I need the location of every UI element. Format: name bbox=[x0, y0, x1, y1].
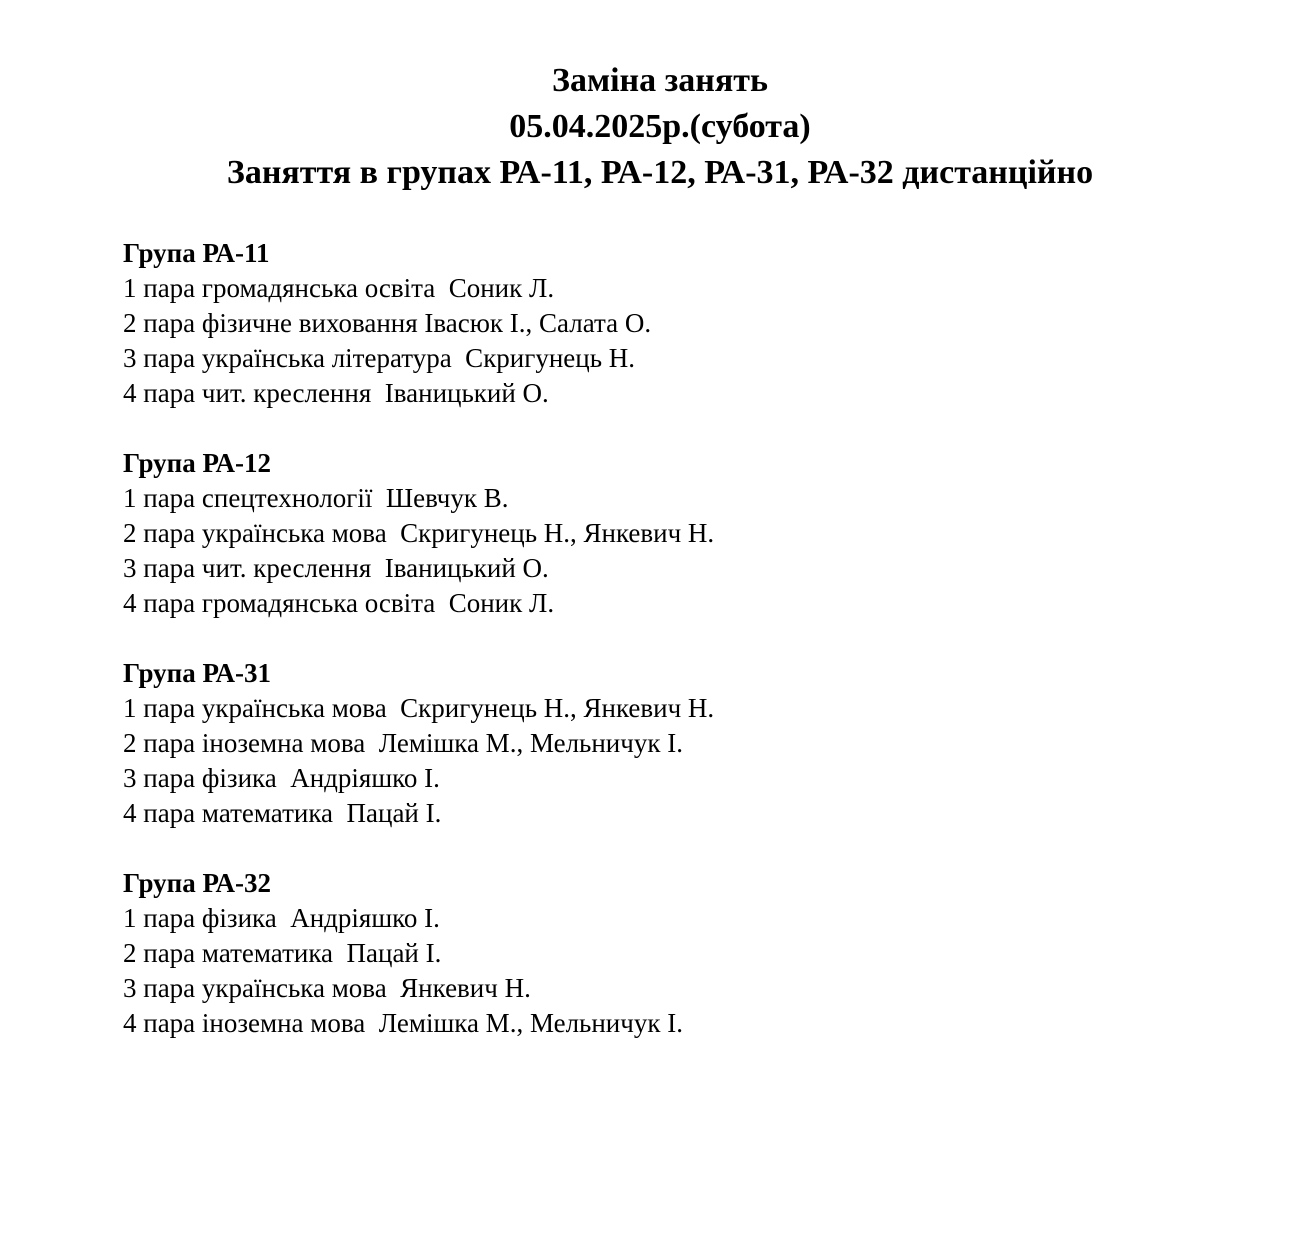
lesson-line: 2 пара українська мова Скригунець Н., Янкевич Н. bbox=[123, 518, 715, 548]
group-title: Група РА-32 bbox=[123, 868, 271, 898]
lesson-line: 2 пара фізичне виховання Івасюк І., Салата О. bbox=[123, 308, 652, 338]
lesson-line: 4 пара громадянська освіта Соник Л. bbox=[123, 588, 555, 618]
group-ra-31 bbox=[123, 656, 1223, 831]
lesson-line: 4 пара іноземна мова Лемішка М., Мельничук І. bbox=[123, 1008, 683, 1038]
group-ra-11 bbox=[123, 236, 1223, 411]
group-title: Група РА-11 bbox=[123, 238, 270, 268]
lesson-line: 2 пара математика Пацай І. bbox=[123, 938, 442, 968]
lesson-line: 1 пара українська мова Скригунець Н., Янкевич Н. bbox=[123, 693, 715, 723]
document-heading bbox=[0, 58, 1290, 196]
lesson-line: 1 пара фізика Андріяшко І. bbox=[123, 903, 440, 933]
lesson-line: 3 пара фізика Андріяшко І. bbox=[123, 763, 440, 793]
group-title: Група РА-31 bbox=[123, 658, 271, 688]
group-ra-32 bbox=[123, 866, 1223, 1041]
lesson-line: 4 пара математика Пацай І. bbox=[123, 798, 442, 828]
lesson-line: 2 пара іноземна мова Лемішка М., Мельничук І. bbox=[123, 728, 683, 758]
group-title: Група РА-12 bbox=[123, 448, 271, 478]
groups-list bbox=[123, 236, 1223, 1076]
lesson-line: 3 пара українська література Скригунець Н. bbox=[123, 343, 636, 373]
lesson-line: 1 пара громадянська освіта Соник Л. bbox=[123, 273, 555, 303]
document-note: Заняття в групах РА-11, РА-12, РА-31, РА-32 дистанційно bbox=[226, 154, 1094, 191]
document-title: Заміна занять bbox=[552, 62, 768, 99]
group-ra-12 bbox=[123, 446, 1223, 621]
lesson-line: 3 пара чит. креслення Іваницький О. bbox=[123, 553, 549, 583]
lesson-line: 3 пара українська мова Янкевич Н. bbox=[123, 973, 531, 1003]
lesson-line: 1 пара спецтехнології Шевчук В. bbox=[123, 483, 509, 513]
document-date: 05.04.2025р.(субота) bbox=[509, 108, 811, 145]
lesson-line: 4 пара чит. креслення Іваницький О. bbox=[123, 378, 549, 408]
